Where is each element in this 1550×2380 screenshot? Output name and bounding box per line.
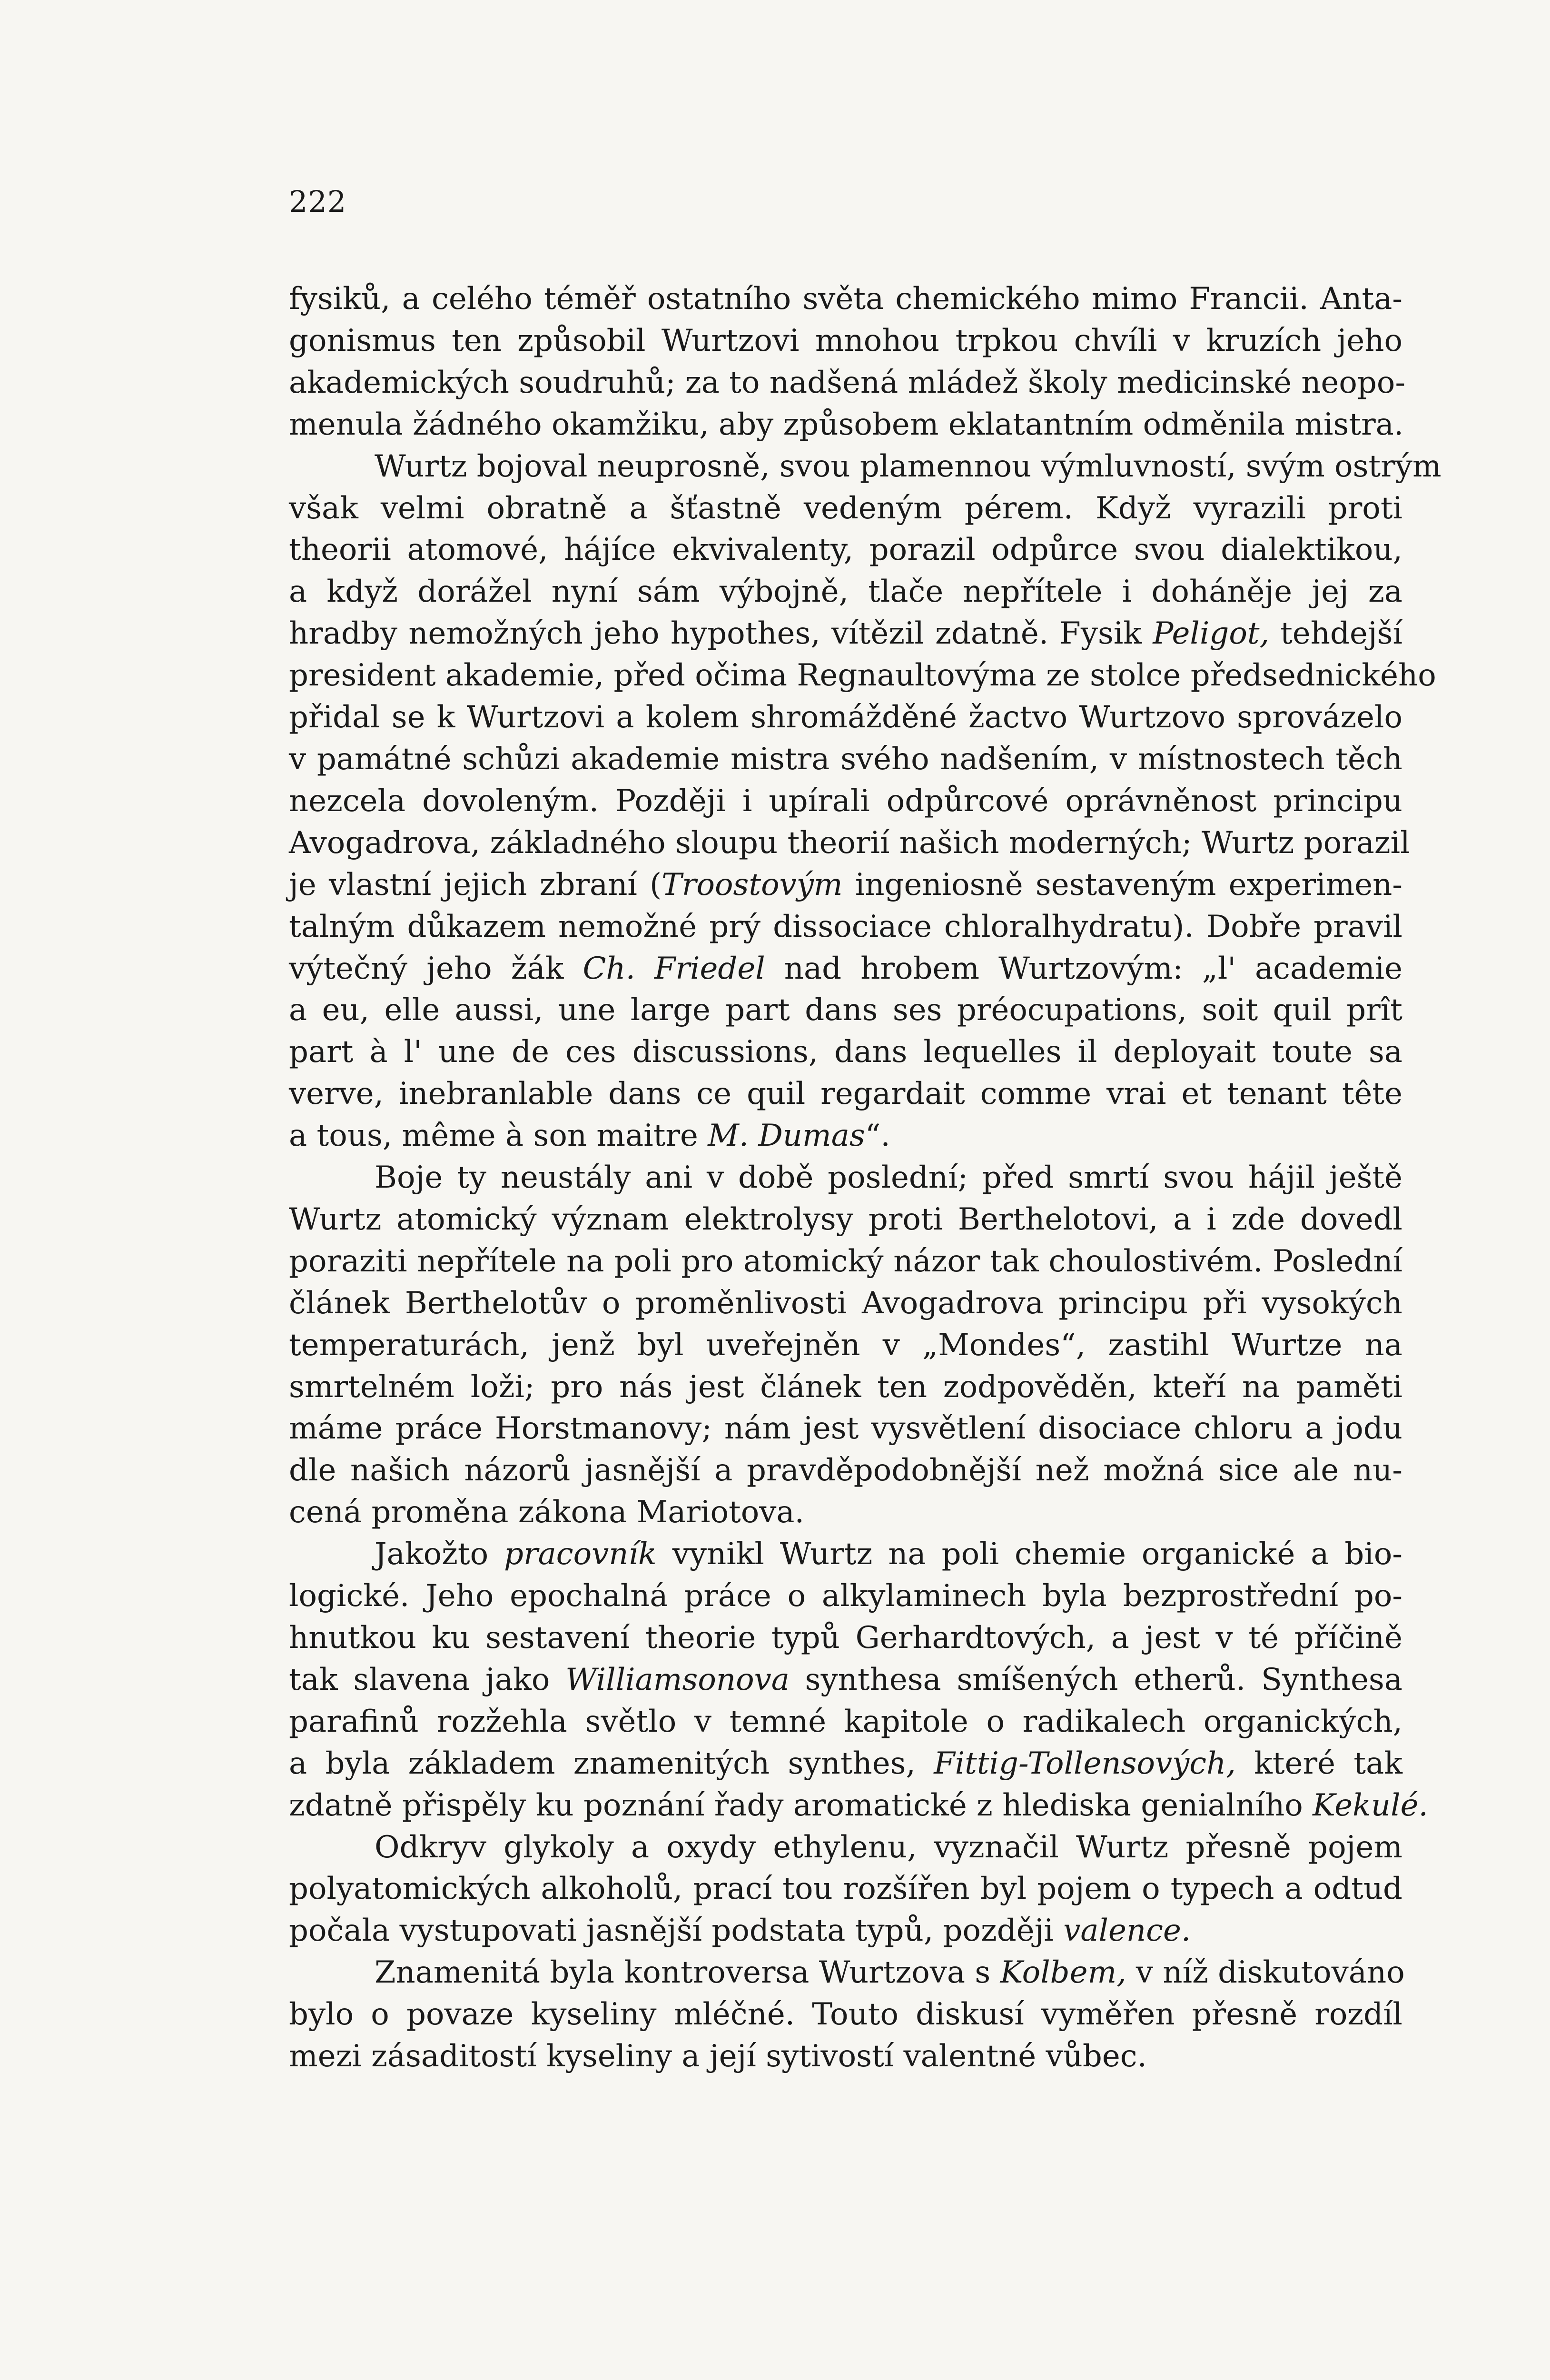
text-line — [289, 948, 1402, 990]
text-run: Znamenitá byla kontroversa Wurtzova s — [375, 1955, 1000, 1991]
italic-run: Kolbem, — [1000, 1955, 1126, 1991]
text-run: Jakožto — [375, 1537, 504, 1572]
text-line — [289, 571, 1402, 613]
text-run: vynikl Wurtz na poli chemie organické a bio- — [656, 1537, 1403, 1572]
text-line — [289, 1283, 1402, 1325]
text-run: verve, inebranlable dans ce quil regardait comme vrai et tenant tête — [289, 1076, 1402, 1112]
text-run: nad hrobem Wurtzovým: „l' academie — [765, 951, 1402, 986]
text-run: a eu, elle aussi, une large part dans ses préocupations, soit quil prît — [289, 992, 1402, 1028]
text-run: a byla základem znamenitých synthes, — [289, 1745, 934, 1781]
text-line — [289, 864, 1402, 906]
text-run: zdatně přispěly ku poznání řady aromatické z hlediska genialního — [289, 1787, 1313, 1823]
paragraph — [289, 1534, 1428, 1826]
text-run: dle našich názorů jasnější a pravděpodobnější než možná sice ale nu- — [289, 1453, 1402, 1488]
text-run: a když dorážel nyní sám výbojně, tlače nepřítele i doháněje jej za — [289, 574, 1402, 610]
text-run: part à l' une de ces discussions, dans lequelles il deployait toute sa — [289, 1034, 1402, 1070]
text-line — [289, 1241, 1402, 1283]
text-run: gonismus ten způsobil Wurtzovi mnohou trpkou chvíli v kruzích jeho — [289, 323, 1402, 358]
text-run: které tak — [1235, 1745, 1403, 1781]
paragraph — [289, 1827, 1402, 1953]
text-line — [289, 1617, 1402, 1659]
text-line — [289, 1576, 1402, 1617]
text-line — [289, 1031, 1402, 1073]
text-run: akademických soudruhů; za to nadšená mládež školy medicinské neopo- — [289, 365, 1406, 400]
text-line — [289, 1659, 1402, 1701]
body-text — [289, 278, 1441, 2078]
text-run: Wurtz atomický význam elektrolysy proti Berthelotovi, a i zde dovedl — [289, 1201, 1402, 1237]
text-run: talným důkazem nemožné prý dissociace chloralhydratu). Dobře pravil — [289, 909, 1402, 944]
text-run: je vlastní jejich zbraní ( — [289, 867, 662, 902]
text-run: ingeniosně sestaveným experimen- — [842, 867, 1403, 902]
text-run: president akademie, před očima Regnaultovýma ze stolce předsednického — [289, 658, 1436, 694]
text-run: v níž diskutováno — [1126, 1955, 1405, 1991]
text-line — [289, 404, 1402, 446]
text-line — [289, 1743, 1402, 1785]
text-line — [289, 697, 1402, 739]
text-run: poraziti nepřítele na poli pro atomický názor tak choulostivém. Poslední — [289, 1243, 1402, 1279]
italic-run: Kekulé. — [1313, 1787, 1428, 1823]
italic-run: valence. — [1063, 1913, 1191, 1949]
text-line — [289, 1450, 1402, 1492]
text-line — [289, 823, 1410, 864]
text-run: hnutkou ku sestavení theorie typů Gerhardtových, a jest v té příčině — [289, 1620, 1402, 1656]
text-line — [289, 362, 1406, 404]
text-line — [289, 1910, 1402, 1952]
text-line — [289, 1534, 1402, 1576]
text-run: parafinů rozžehla světlo v temné kapitole o radikalech organických, — [289, 1704, 1402, 1739]
text-run: tehdejší — [1269, 616, 1403, 652]
paragraph — [289, 278, 1406, 446]
italic-run: pracovník — [504, 1537, 657, 1572]
paragraph — [289, 446, 1441, 1157]
text-line — [289, 1115, 1402, 1157]
italic-run: Peligot, — [1153, 616, 1269, 652]
text-run: máme práce Horstmanovy; nám jest vysvětlení disociace chloru a jodu — [289, 1411, 1402, 1447]
italic-run: Williamsonova — [565, 1662, 790, 1697]
text-run: Odkryv glykoly a oxydy ethylenu, vyznačil Wurtz přesně pojem — [375, 1829, 1402, 1865]
text-line — [289, 278, 1402, 320]
text-line — [289, 1952, 1405, 1994]
paragraph — [289, 1157, 1402, 1534]
text-line — [289, 529, 1402, 571]
paragraph — [289, 1952, 1405, 2078]
text-line — [289, 488, 1402, 530]
text-run: polyatomických alkoholů, prací tou rozšířen byl pojem o typech a odtud — [289, 1871, 1402, 1907]
text-line — [289, 1199, 1402, 1241]
text-run: menula žádného okamžiku, aby způsobem eklatantním odměnila mistra. — [289, 407, 1404, 442]
text-run: Avogadrova, základného sloupu theorií našich moderných; Wurtz porazil — [289, 825, 1410, 861]
text-run: tak slavena jako — [289, 1662, 566, 1697]
text-line — [289, 655, 1436, 697]
text-line — [289, 1785, 1428, 1827]
text-line — [289, 320, 1402, 362]
text-line — [289, 990, 1402, 1031]
text-run: synthesa smíšených etherů. Synthesa — [789, 1662, 1403, 1697]
text-run: Boje ty neustály ani v době poslední; před smrtí svou hájil ještě — [375, 1160, 1402, 1196]
text-line — [289, 2036, 1402, 2078]
text-run: článek Berthelotův o proměnlivosti Avogadrova principu při vysokých — [289, 1285, 1402, 1321]
text-line — [289, 739, 1402, 781]
page-number: 222 — [289, 184, 347, 219]
text-line — [289, 446, 1441, 488]
text-run: bylo o povaze kyseliny mléčné. Touto diskusí vyměřen přesně rozdíl — [289, 1997, 1402, 2033]
text-run: fysiků, a celého téměř ostatního světa chemického mimo Francii. Anta- — [289, 281, 1402, 317]
text-line — [289, 613, 1402, 655]
text-run: smrtelném loži; pro nás jest článek ten zodpověděn, kteří na paměti — [289, 1369, 1402, 1405]
text-run: hradby nemožných jeho hypothes, vítězil zdatně. Fysik — [289, 616, 1153, 652]
text-run: temperaturách, jenž byl uveřejněn v „Mondes“, zastihl Wurtze na — [289, 1327, 1402, 1363]
text-run: logické. Jeho epochalná práce o alkylaminech byla bezprostřední po- — [289, 1578, 1402, 1614]
text-run: “. — [865, 1118, 890, 1154]
italic-run: Ch. Friedel — [582, 951, 765, 986]
text-run: cená proměna zákona Mariotova. — [289, 1495, 804, 1530]
text-run: však velmi obratně a šťastně vedeným pérem. Když vyrazili proti — [289, 490, 1402, 526]
italic-run: M. Dumas — [708, 1118, 865, 1154]
text-line — [289, 1701, 1402, 1743]
text-run: přidal se k Wurtzovi a kolem shromážděné žactvo Wurtzovo sprovázelo — [289, 700, 1402, 735]
text-run: počala vystupovati jasnější podstata typů, později — [289, 1913, 1064, 1949]
text-line — [289, 1408, 1402, 1450]
text-line — [289, 1367, 1402, 1408]
italic-run: Troostovým — [661, 867, 843, 902]
text-line — [289, 1994, 1402, 2036]
text-line — [289, 781, 1402, 823]
text-line — [289, 1827, 1402, 1869]
text-line — [289, 1157, 1402, 1199]
text-run: mezi zásaditostí kyseliny a její sytivostí valentné vůbec. — [289, 2039, 1147, 2074]
text-line — [289, 1868, 1402, 1910]
text-run: nezcela dovoleným. Později i upírali odpůrcové oprávněnost principu — [289, 783, 1402, 819]
text-run: výtečný jeho žák — [289, 951, 583, 986]
italic-run: Fittig-Tollensových, — [934, 1745, 1236, 1781]
text-run: theorii atomové, hájíce ekvivalenty, porazil odpůrce svou dialektikou, — [289, 532, 1402, 568]
text-line — [289, 906, 1402, 948]
text-run: v památné schůzi akademie mistra svého nadšením, v místnostech těch — [289, 741, 1402, 777]
text-line — [289, 1073, 1402, 1115]
text-run: a tous, même à son maitre — [289, 1118, 708, 1154]
text-line — [289, 1492, 1402, 1534]
text-run: Wurtz bojoval neuprosně, svou plamennou výmluvností, svým ostrým — [375, 448, 1441, 484]
text-line — [289, 1325, 1402, 1367]
